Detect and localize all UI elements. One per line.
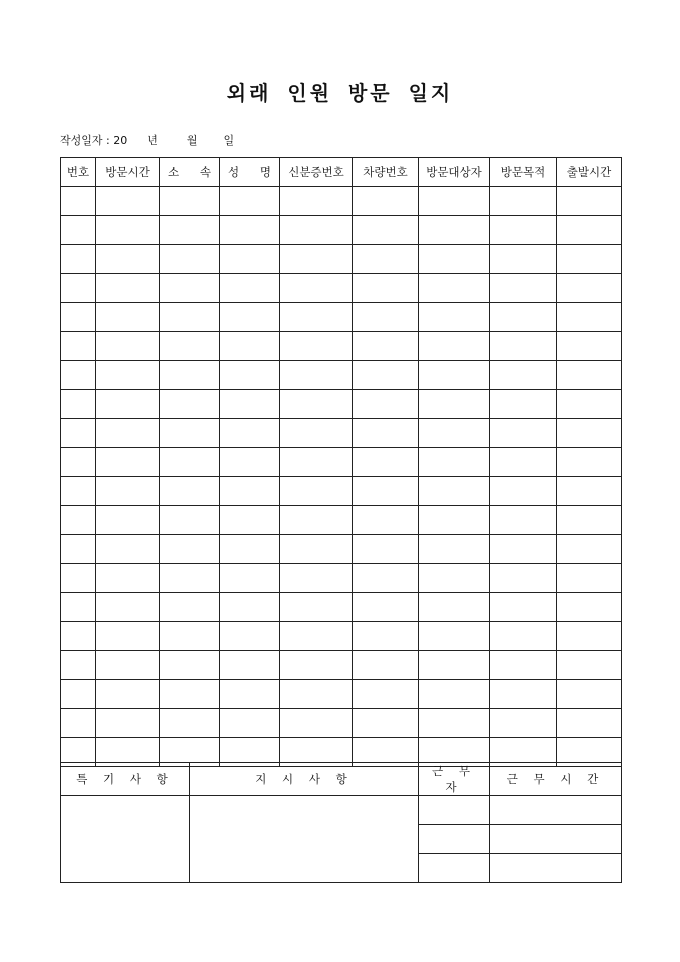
table-cell[interactable] [557,506,622,535]
table-cell[interactable] [557,390,622,419]
table-cell[interactable] [419,274,490,303]
table-cell[interactable] [280,564,353,593]
table-row [61,535,622,564]
table-cell[interactable] [419,593,490,622]
worker-header: 근 무 자 [419,763,490,796]
notes-header: 특 기 사 항 [61,763,190,796]
table-cell[interactable] [353,680,419,709]
table-cell[interactable] [557,245,622,274]
table-row [61,361,622,390]
table-cell[interactable] [280,680,353,709]
visitor-log-table [60,157,622,767]
table-cell[interactable] [557,303,622,332]
header-cell: 차량번호 [353,158,419,187]
table-cell[interactable] [557,216,622,245]
table-row [61,709,622,738]
table-cell[interactable] [61,680,96,709]
table-cell[interactable] [160,187,220,216]
table-cell[interactable] [353,709,419,738]
table-cell[interactable] [61,477,96,506]
table-row [61,216,622,245]
table-cell[interactable] [419,216,490,245]
table-cell[interactable] [160,245,220,274]
table-cell[interactable] [220,448,280,477]
table-cell[interactable] [96,593,160,622]
table-cell[interactable] [96,419,160,448]
notes-cell[interactable] [61,796,190,883]
table-cell[interactable] [419,535,490,564]
table-cell[interactable] [96,622,160,651]
table-cell[interactable] [61,245,96,274]
table-cell[interactable] [419,564,490,593]
table-cell[interactable] [353,274,419,303]
table-cell[interactable] [220,187,280,216]
table-cell[interactable] [557,709,622,738]
table-row [61,332,622,361]
header-cell: 방문목적 [490,158,557,187]
table-cell[interactable] [220,709,280,738]
table-cell[interactable] [96,506,160,535]
date-line [60,132,234,148]
month-unit: 월 [186,134,198,147]
table-cell[interactable] [220,245,280,274]
table-cell[interactable] [490,477,557,506]
table-cell[interactable] [280,332,353,361]
table-cell[interactable] [220,361,280,390]
table-cell[interactable] [490,245,557,274]
table-cell[interactable] [490,361,557,390]
table-cell[interactable] [280,187,353,216]
header-cell: 신분증번호 [280,158,353,187]
table-cell[interactable] [280,245,353,274]
table-cell[interactable] [353,448,419,477]
table-cell[interactable] [61,506,96,535]
table-cell[interactable] [419,651,490,680]
table-cell[interactable] [280,448,353,477]
table-cell[interactable] [220,303,280,332]
table-cell[interactable] [96,680,160,709]
table-cell[interactable] [557,187,622,216]
table-cell[interactable] [280,419,353,448]
header-cell: 방문시간 [96,158,160,187]
table-cell[interactable] [220,564,280,593]
table-cell[interactable] [61,361,96,390]
day-unit: 일 [223,134,235,147]
footer-table [60,762,622,883]
table-cell[interactable] [280,303,353,332]
worker-cell[interactable] [419,825,490,854]
year-unit: 년 [147,134,158,147]
table-cell[interactable] [61,303,96,332]
table-row [61,245,622,274]
table-cell[interactable] [61,709,96,738]
table-cell[interactable] [96,651,160,680]
table-cell[interactable] [490,622,557,651]
table-cell[interactable] [61,332,96,361]
table-cell[interactable] [419,187,490,216]
table-cell[interactable] [353,477,419,506]
table-cell[interactable] [160,477,220,506]
table-cell[interactable] [490,274,557,303]
table-cell[interactable] [160,216,220,245]
worker-cell[interactable] [419,796,490,825]
table-cell[interactable] [490,187,557,216]
log-body [61,187,622,767]
table-cell[interactable] [160,651,220,680]
table-cell[interactable] [353,593,419,622]
table-cell[interactable] [160,332,220,361]
table-cell[interactable] [353,332,419,361]
table-cell[interactable] [490,535,557,564]
table-cell[interactable] [490,419,557,448]
table-cell[interactable] [490,216,557,245]
table-cell[interactable] [160,709,220,738]
table-cell[interactable] [353,564,419,593]
table-cell[interactable] [160,680,220,709]
table-cell[interactable] [557,593,622,622]
table-cell[interactable] [419,622,490,651]
table-cell[interactable] [557,419,622,448]
table-cell[interactable] [220,477,280,506]
table-cell[interactable] [61,390,96,419]
table-cell[interactable] [96,245,160,274]
table-cell[interactable] [419,390,490,419]
table-cell[interactable] [280,390,353,419]
work-time-cell[interactable] [490,825,622,854]
table-cell[interactable] [280,593,353,622]
table-cell[interactable] [557,477,622,506]
table-cell[interactable] [96,448,160,477]
table-cell[interactable] [160,390,220,419]
table-cell[interactable] [280,506,353,535]
table-cell[interactable] [353,622,419,651]
table-cell[interactable] [96,535,160,564]
table-cell[interactable] [490,651,557,680]
table-cell[interactable] [61,564,96,593]
table-cell[interactable] [220,274,280,303]
table-cell[interactable] [160,506,220,535]
table-cell[interactable] [557,651,622,680]
table-cell[interactable] [490,303,557,332]
table-cell[interactable] [353,651,419,680]
table-cell[interactable] [61,216,96,245]
table-row [61,187,622,216]
header-cell: 방문대상자 [419,158,490,187]
table-cell[interactable] [353,535,419,564]
table-cell[interactable] [96,390,160,419]
table-cell[interactable] [419,709,490,738]
table-cell[interactable] [353,303,419,332]
table-cell[interactable] [280,651,353,680]
table-cell[interactable] [419,680,490,709]
table-cell[interactable] [280,477,353,506]
date-label: 작성일자 : 20 [60,134,128,147]
table-cell[interactable] [557,535,622,564]
table-row [61,477,622,506]
table-cell[interactable] [280,216,353,245]
table-cell[interactable] [220,535,280,564]
table-cell[interactable] [557,680,622,709]
table-row [61,448,622,477]
table-cell[interactable] [490,709,557,738]
table-cell[interactable] [280,709,353,738]
table-cell[interactable] [353,390,419,419]
table-cell[interactable] [160,622,220,651]
table-cell[interactable] [61,535,96,564]
table-cell[interactable] [220,390,280,419]
table-row [61,680,622,709]
table-cell[interactable] [96,361,160,390]
table-cell[interactable] [61,593,96,622]
table-cell[interactable] [96,187,160,216]
table-row [61,274,622,303]
table-cell[interactable] [96,274,160,303]
table-cell[interactable] [220,651,280,680]
table-cell[interactable] [280,535,353,564]
work-time-cell[interactable] [490,854,622,883]
table-cell[interactable] [61,622,96,651]
table-cell[interactable] [490,680,557,709]
worker-cell[interactable] [419,854,490,883]
table-cell[interactable] [557,622,622,651]
table-row [61,564,622,593]
header-cell: 소 속 [160,158,220,187]
table-cell[interactable] [96,216,160,245]
table-cell[interactable] [353,506,419,535]
table-row [61,651,622,680]
table-row [61,622,622,651]
table-cell[interactable] [353,419,419,448]
table-cell[interactable] [490,390,557,419]
table-cell[interactable] [220,419,280,448]
table-cell[interactable] [96,303,160,332]
table-row [61,506,622,535]
table-row [61,593,622,622]
table-cell[interactable] [419,332,490,361]
table-row [61,303,622,332]
table-cell[interactable] [419,361,490,390]
table-cell[interactable] [220,506,280,535]
footer-row [61,796,622,825]
table-cell[interactable] [96,709,160,738]
table-cell[interactable] [419,477,490,506]
table-cell[interactable] [280,274,353,303]
table-cell[interactable] [160,564,220,593]
table-cell[interactable] [557,332,622,361]
work-time-cell[interactable] [490,796,622,825]
table-row [61,390,622,419]
document-title: 외래 인원 방문 일지 [226,81,454,105]
header-cell: 출발시간 [557,158,622,187]
instructions-header: 지 시 사 항 [190,763,419,796]
table-cell[interactable] [96,477,160,506]
table-cell[interactable] [490,506,557,535]
table-cell[interactable] [557,448,622,477]
table-cell[interactable] [490,448,557,477]
table-cell[interactable] [353,361,419,390]
table-cell[interactable] [96,332,160,361]
table-cell[interactable] [419,419,490,448]
header-row [61,158,622,187]
table-row [61,419,622,448]
table-cell[interactable] [160,448,220,477]
table-cell[interactable] [280,622,353,651]
table-cell[interactable] [61,651,96,680]
table-cell[interactable] [220,680,280,709]
table-cell[interactable] [557,361,622,390]
table-cell[interactable] [419,448,490,477]
table-cell[interactable] [353,216,419,245]
table-cell[interactable] [490,564,557,593]
table-cell[interactable] [353,187,419,216]
table-cell[interactable] [419,245,490,274]
table-cell[interactable] [490,593,557,622]
table-cell[interactable] [160,535,220,564]
header-cell: 성 명 [220,158,280,187]
table-cell[interactable] [160,361,220,390]
table-cell[interactable] [220,593,280,622]
table-cell[interactable] [490,332,557,361]
table-cell[interactable] [557,564,622,593]
table-cell[interactable] [353,245,419,274]
table-cell[interactable] [160,593,220,622]
table-cell[interactable] [160,419,220,448]
table-cell[interactable] [419,303,490,332]
table-cell[interactable] [280,361,353,390]
table-cell[interactable] [96,564,160,593]
instructions-cell[interactable] [190,796,419,883]
table-cell[interactable] [160,274,220,303]
table-cell[interactable] [61,274,96,303]
footer-header-row [61,763,622,796]
table-cell[interactable] [61,448,96,477]
table-cell[interactable] [220,332,280,361]
table-cell[interactable] [61,419,96,448]
header-cell: 번호 [61,158,96,187]
work-time-header: 근 무 시 간 [490,763,622,796]
table-cell[interactable] [220,622,280,651]
table-cell[interactable] [557,274,622,303]
table-cell[interactable] [220,216,280,245]
table-cell[interactable] [160,303,220,332]
table-cell[interactable] [419,506,490,535]
table-cell[interactable] [61,187,96,216]
